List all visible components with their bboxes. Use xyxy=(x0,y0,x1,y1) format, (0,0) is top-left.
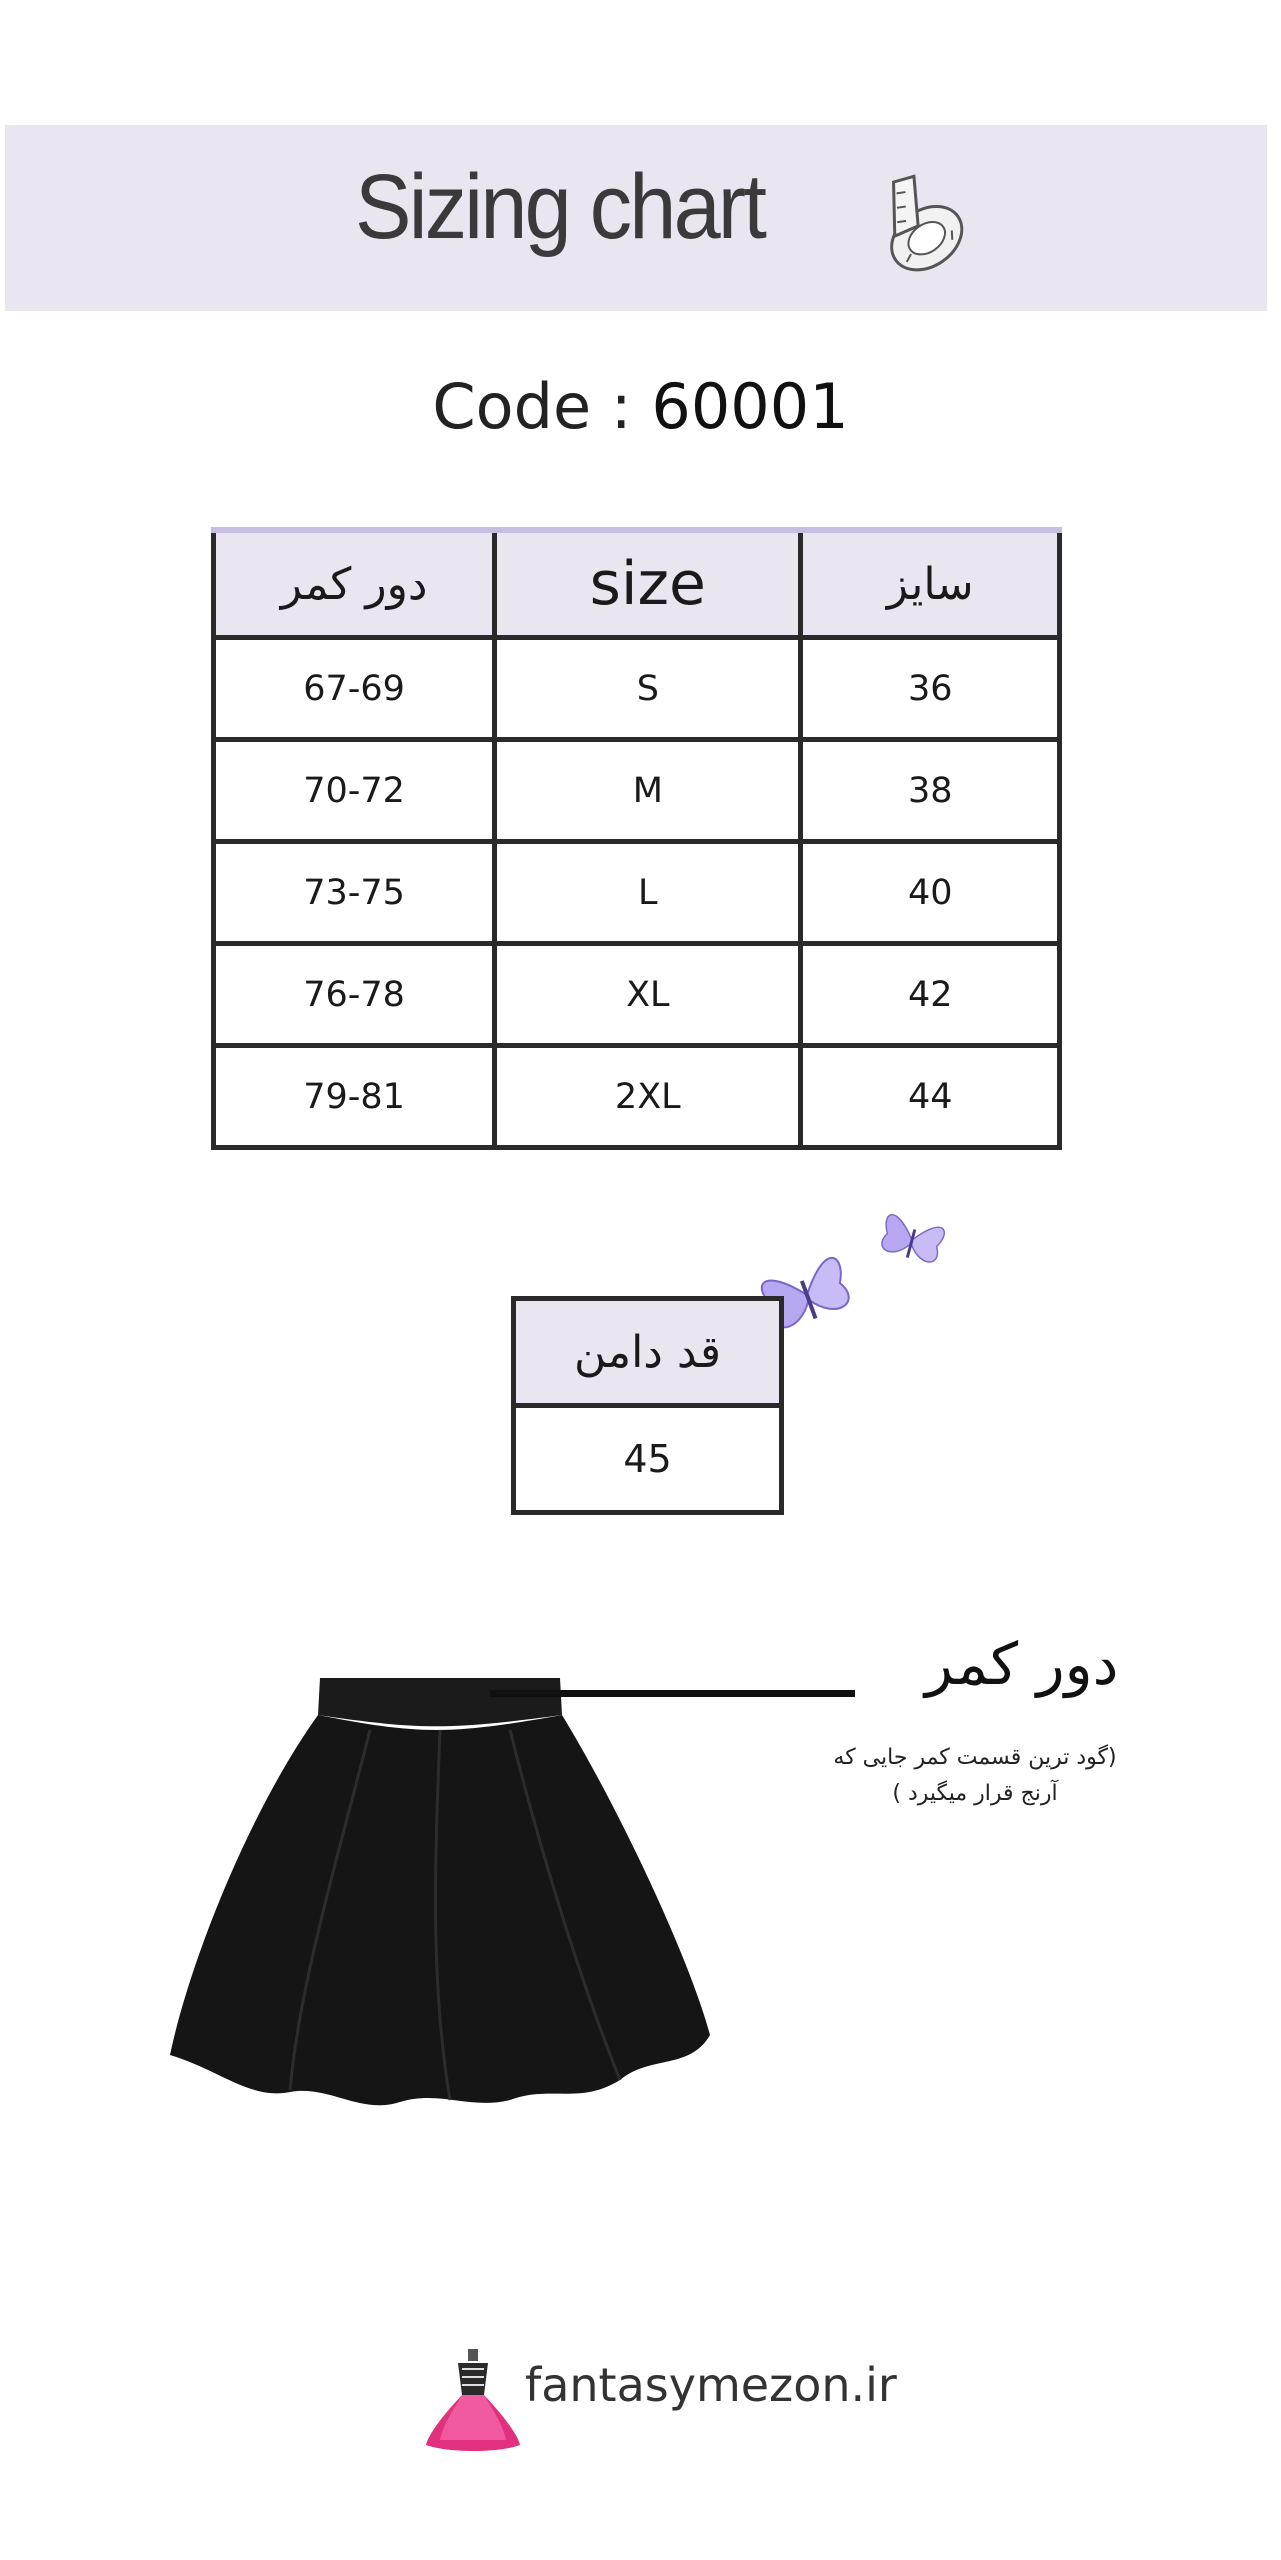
brand-name: fantasymezon.ir xyxy=(525,2358,897,2412)
table-row xyxy=(214,638,1060,740)
skirt-length-value: 45 xyxy=(514,1406,782,1513)
header-size-en: size xyxy=(495,530,801,638)
product-code xyxy=(0,370,1281,443)
waist-cell: 79-81 xyxy=(214,1046,495,1148)
measuring-tape-icon xyxy=(866,170,976,290)
table-header-row xyxy=(214,530,1060,638)
waist-note-line: (گود ترین قسمت کمر جایی که xyxy=(833,1745,1117,1770)
size-number-cell: 44 xyxy=(801,1046,1060,1148)
waist-cell: 76-78 xyxy=(214,944,495,1046)
table-row xyxy=(214,944,1060,1046)
size-number-cell: 42 xyxy=(801,944,1060,1046)
waist-cell: 73-75 xyxy=(214,842,495,944)
header-skirt-length: قد دامن xyxy=(514,1299,782,1406)
skirt-length-table xyxy=(511,1296,784,1515)
size-number-cell: 36 xyxy=(801,638,1060,740)
waist-cell: 70-72 xyxy=(214,740,495,842)
size-number-cell: 40 xyxy=(801,842,1060,944)
size-letter-cell: 2XL xyxy=(495,1046,801,1148)
waist-note xyxy=(815,1740,1135,1812)
table-row xyxy=(514,1406,782,1513)
code-label: Code : xyxy=(432,370,632,443)
size-letter-cell: XL xyxy=(495,944,801,1046)
waist-note-line: آرنج قرار میگیرد ) xyxy=(892,1781,1058,1806)
waist-cell: 67-69 xyxy=(214,638,495,740)
table-row xyxy=(214,1046,1060,1148)
header-size-fa: سایز xyxy=(801,530,1060,638)
table-row xyxy=(214,842,1060,944)
table-row xyxy=(214,740,1060,842)
code-value: 60001 xyxy=(651,370,849,443)
waist-label: دور کمر xyxy=(925,1630,1119,1698)
dress-logo-icon xyxy=(418,2345,528,2455)
table-header-row xyxy=(514,1299,782,1406)
size-table xyxy=(211,527,1062,1150)
page-title: Sizing chart xyxy=(355,156,765,258)
size-letter-cell: S xyxy=(495,638,801,740)
header-waist: دور کمر xyxy=(214,530,495,638)
skirt-illustration xyxy=(150,1660,730,2140)
waist-indicator-line xyxy=(490,1690,855,1697)
size-number-cell: 38 xyxy=(801,740,1060,842)
size-letter-cell: M xyxy=(495,740,801,842)
butterfly-icon xyxy=(872,1200,952,1280)
size-letter-cell: L xyxy=(495,842,801,944)
